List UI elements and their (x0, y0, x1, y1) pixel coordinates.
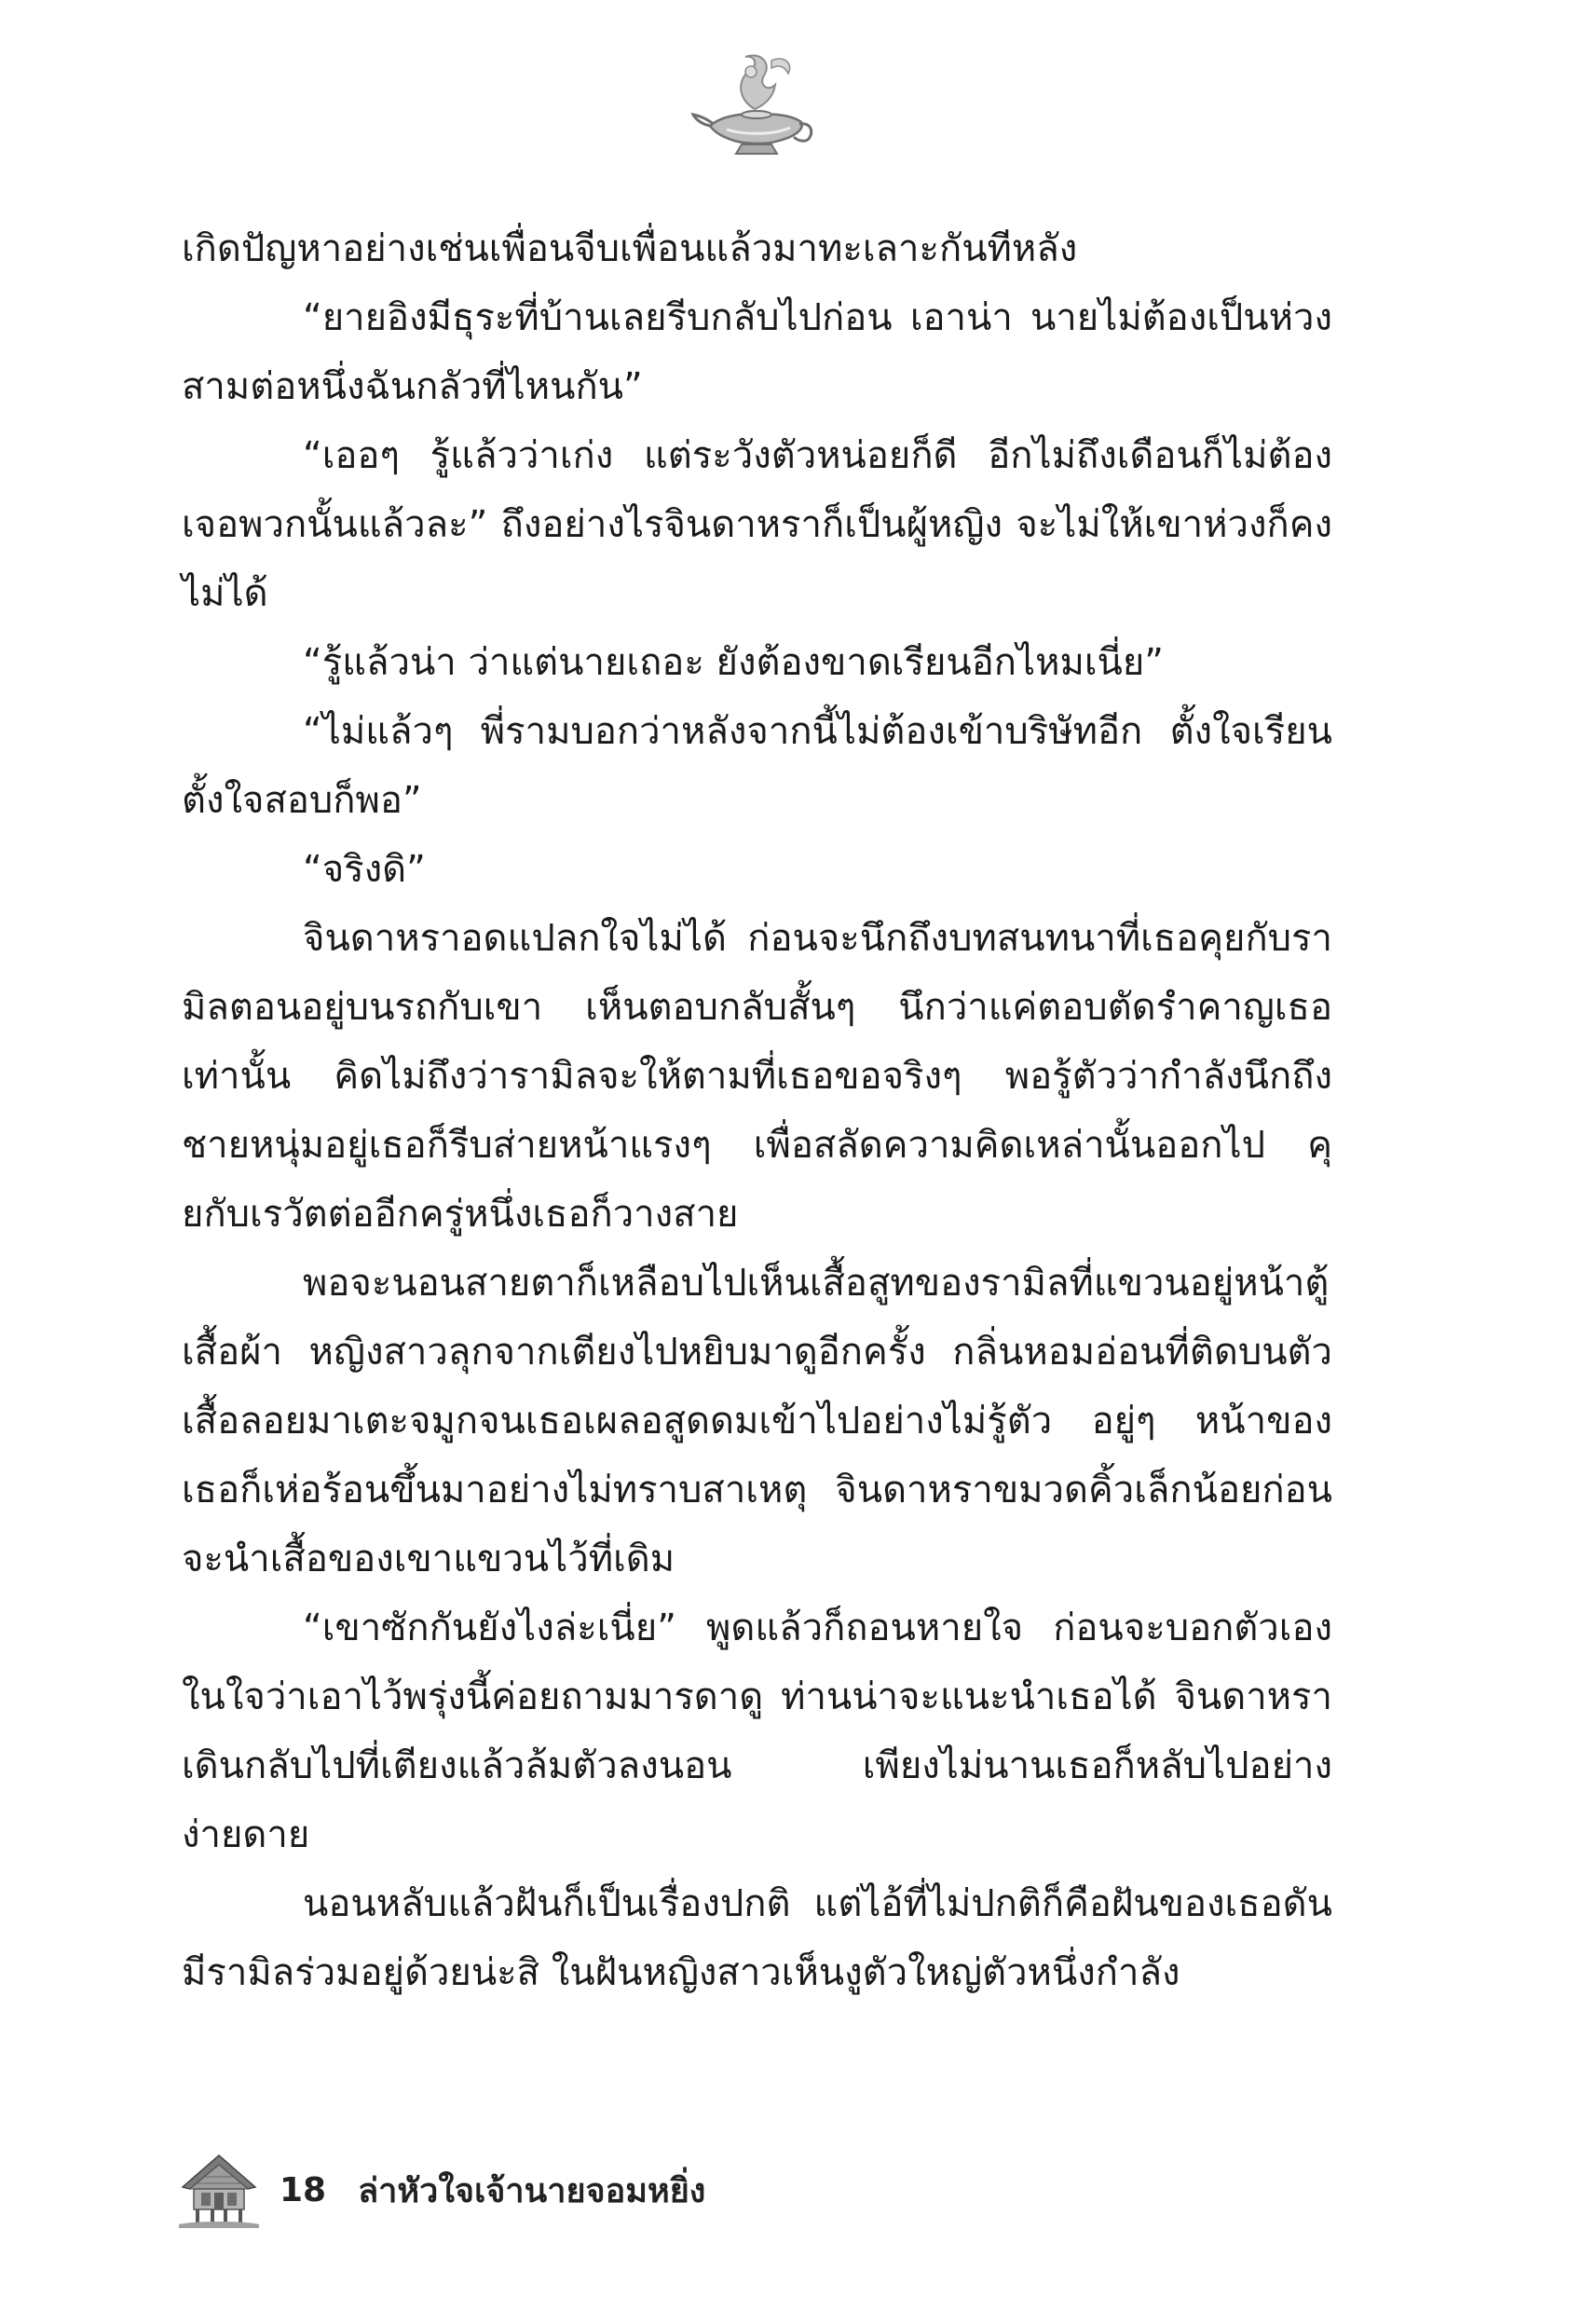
paragraph: “เออๆ รู้แล้วว่าเก่ง แต่ระวังตัวหน่อยก็ดี อีกไม่ถึงเดือนก็ไม่ต้องเจอพวกนั้นแล้วละ” ถึงอย่างไรจินดาหราก็เป็นผู้หญิง จะไม่ให้เขาห่วงก็คงไม่ได้ (182, 434, 1332, 615)
paragraph: นอนหลับแล้วฝันก็เป็นเรื่องปกติ แต่ไอ้ที่ไม่ปกติก็คือฝันของเธอดันมีรามิลร่วมอยู่ด้วยน่ะสิ ในฝันหญิงสาวเห็นงูตัวใหญ่ตัวหนึ่งกำลัง (182, 1882, 1332, 1994)
paragraph: “ไม่แล้วๆ พี่รามบอกว่าหลังจากนี้ไม่ต้องเข้าบริษัทอีก ตั้งใจเรียน ตั้งใจสอบก็พอ” (182, 710, 1332, 822)
thai-house-icon (177, 2150, 261, 2230)
paragraph: “รู้แล้วน่า ว่าแต่นายเถอะ ยังต้องขาดเรียนอีกไหมเนี่ย” (303, 641, 1165, 684)
page-number: 18 (280, 2170, 327, 2209)
book-title: ล่าหัวใจเจ้านายจอมหยิ่ง (358, 2171, 706, 2210)
magic-lamp-icon (689, 51, 820, 163)
page-footer (177, 2143, 705, 2236)
paragraph: “จริงดิ” (303, 848, 426, 891)
paragraph: “ยายอิงมีธุระที่บ้านเลยรีบกลับไปก่อน เอาน่า นายไม่ต้องเป็นห่วง สามต่อหนึ่งฉันกลัวที่ไหนกัน” (182, 296, 1332, 408)
paragraph: “เขาซักกันยังไงล่ะเนี่ย” พูดแล้วก็ถอนหายใจ ก่อนจะบอกตัวเองในใจว่าเอาไว้พรุ่งนี้ค่อยถามมารดาดู ท่านน่าจะแนะนำเธอได้ จินดาหราเดินกลับไปที่เตียงแล้วล้มตัวลงนอน เพียงไม่นานเธอก็หลับไปอย่างง่ายดาย (182, 1607, 1332, 1856)
story-text (182, 214, 1332, 2007)
paragraph: จินดาหราอดแปลกใจไม่ได้ ก่อนจะนึกถึงบทสนทนาที่เธอคุยกับรามิลตอนอยู่บนรถกับเขา เห็นตอบกลับสั้นๆ นึกว่าแค่ตอบตัดรำคาญเธอเท่านั้น คิดไม่ถึงว่ารามิลจะให้ตามที่เธอขอจริงๆ พอรู้ตัวว่ากำลังนึกถึงชายหนุ่มอยู่เธอก็รีบส่ายหน้าแรงๆ เพื่อสลัดความคิดเหล่านั้นออกไป คุยกับเรวัตต่ออีกครู่หนึ่งเธอก็วางสาย (182, 917, 1332, 1236)
paragraph: เกิดปัญหาอย่างเช่นเพื่อนจีบเพื่อนแล้วมาทะเลาะกันทีหลัง (182, 227, 1078, 270)
paragraph: พอจะนอนสายตาก็เหลือบไปเห็นเสื้อสูทของรามิลที่แขวนอยู่หน้าตู้เสื้อผ้า หญิงสาวลุกจากเตียงไปหยิบมาดูอีกครั้ง กลิ่นหอมอ่อนที่ติดบนตัวเสื้อลอยมาเตะจมูกจนเธอเผลอสูดดมเข้าไปอย่างไม่รู้ตัว อยู่ๆ หน้าของเธอก็เห่อร้อนขึ้นมาอย่างไม่ทราบสาเหตุ จินดาหราขมวดคิ้วเล็กน้อยก่อนจะนำเสื้อของเขาแขวนไว้ที่เดิม (182, 1262, 1332, 1580)
